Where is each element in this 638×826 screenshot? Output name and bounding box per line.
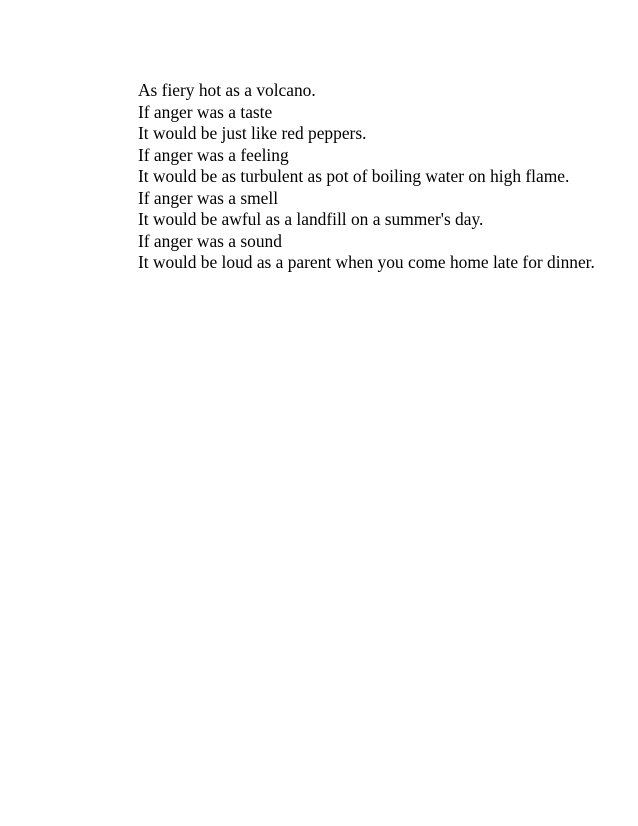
poem-line: If anger was a taste: [138, 101, 273, 122]
poem-line: If anger was a feeling: [138, 144, 289, 165]
poem-line: It would be as turbulent as pot of boiling water on high flame.: [138, 166, 570, 186]
poem-line: It would be just like red peppers.: [138, 123, 367, 143]
poem-text: [138, 80, 618, 274]
poem-line: It would be awful as a landfill on a summer's day.: [138, 209, 484, 229]
poem-line: It would be loud as a parent when you come home late for dinner.: [138, 252, 595, 272]
poem-line: If anger was a sound: [138, 230, 282, 251]
poem-line: As fiery hot as a volcano.: [138, 80, 316, 100]
poem-line: If anger was a smell: [138, 187, 279, 208]
